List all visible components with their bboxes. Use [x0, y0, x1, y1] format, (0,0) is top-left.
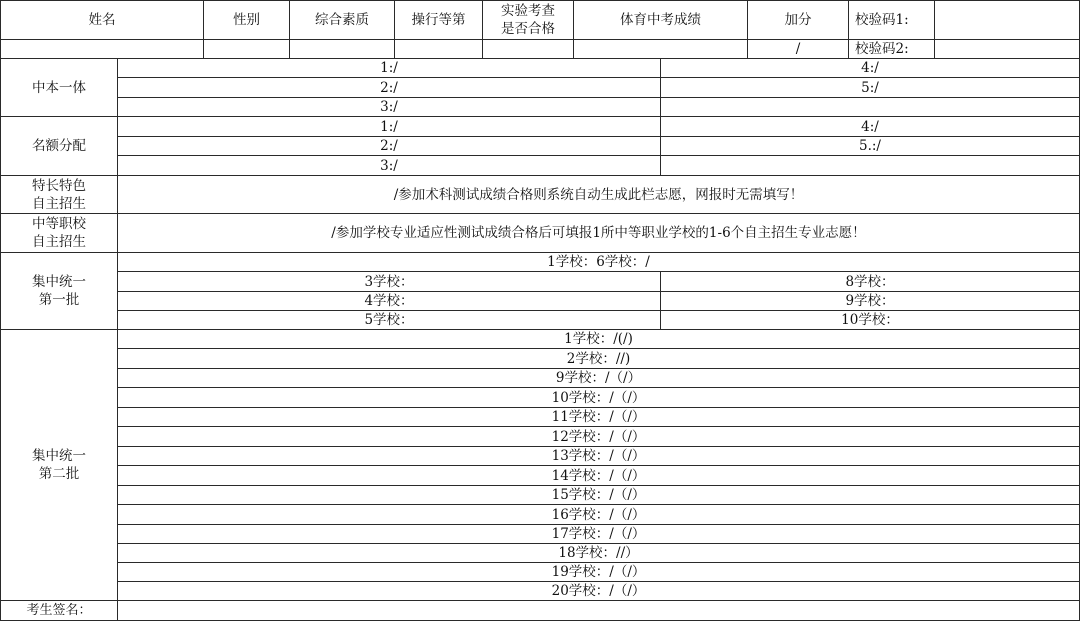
zhongben-choice-5[interactable]: 5:/ — [661, 78, 1080, 98]
section-label-quota: 名额分配 — [0, 117, 118, 176]
batch2-row[interactable]: 10学校：/（/） — [118, 388, 1080, 408]
batch2-row[interactable]: 2学校：//) — [118, 349, 1080, 369]
zhongben-choice-empty[interactable] — [661, 98, 1080, 117]
header-gender: 性别 — [204, 0, 290, 40]
check-code-1-value[interactable] — [935, 0, 1080, 40]
batch2-row[interactable]: 19学校：/（/） — [118, 563, 1080, 582]
batch1-school-3[interactable]: 3学校： — [118, 272, 661, 292]
special-admission-note: /参加术科测试成绩合格则系统自动生成此栏志愿，网报时无需填写！ — [118, 176, 1080, 214]
section-label-batch1: 集中统一 第一批 — [0, 253, 118, 330]
quota-choice-2[interactable]: 2:/ — [118, 137, 661, 156]
header-name: 姓名 — [0, 0, 204, 40]
vocational-admission-note: /参加学校专业适应性测试成绩合格后可填报1所中等职业学校的1-6个自主招生专业志愿！ — [118, 214, 1080, 253]
zhongben-choice-3[interactable]: 3:/ — [118, 98, 661, 117]
batch2-row[interactable]: 16学校：/（/） — [118, 505, 1080, 525]
batch1-school-4[interactable]: 4学校： — [118, 292, 661, 311]
check-code-1-label: 校验码1: — [849, 0, 935, 40]
pe-score-value[interactable] — [574, 40, 748, 59]
bonus-value[interactable]: / — [748, 40, 849, 59]
quota-choice-4[interactable]: 4:/ — [661, 117, 1080, 137]
batch2-row[interactable]: 15学校：/（/） — [118, 486, 1080, 505]
signature-label: 考生签名： — [0, 601, 118, 621]
header-lab-exam: 实验考查 是否合格 — [483, 0, 574, 40]
check-code-2-value[interactable] — [935, 40, 1080, 59]
batch2-row[interactable]: 11学校：/（/） — [118, 408, 1080, 427]
batch2-row[interactable]: 1学校：/(/) — [118, 330, 1080, 349]
name-value[interactable] — [0, 40, 204, 59]
batch1-school-9[interactable]: 9学校： — [661, 292, 1080, 311]
quota-choice-3[interactable]: 3:/ — [118, 156, 661, 176]
batch2-row[interactable]: 17学校：/（/） — [118, 525, 1080, 544]
batch1-row-1[interactable]: 1学校：6学校：/ — [118, 253, 1080, 272]
conduct-value[interactable] — [395, 40, 483, 59]
batch1-school-5[interactable]: 5学校： — [118, 311, 661, 330]
zhongben-choice-4[interactable]: 4:/ — [661, 59, 1080, 78]
zhongben-choice-1[interactable]: 1:/ — [118, 59, 661, 78]
batch2-row[interactable]: 13学校：/（/） — [118, 447, 1080, 466]
section-label-zhongben: 中本一体 — [0, 59, 118, 117]
section-label-vocational: 中等职校 自主招生 — [0, 214, 118, 253]
batch2-row[interactable]: 12学校：/（/） — [118, 427, 1080, 447]
lab-exam-value[interactable] — [483, 40, 574, 59]
check-code-2-label: 校验码2: — [849, 40, 935, 59]
zhongben-choice-2[interactable]: 2:/ — [118, 78, 661, 98]
gender-value[interactable] — [204, 40, 290, 59]
batch1-school-10[interactable]: 10学校： — [661, 311, 1080, 330]
batch1-school-8[interactable]: 8学校： — [661, 272, 1080, 292]
header-bonus: 加分 — [748, 0, 849, 40]
quota-choice-empty[interactable] — [661, 156, 1080, 176]
batch2-row[interactable]: 18学校：//） — [118, 544, 1080, 563]
header-pe-score: 体育中考成绩 — [574, 0, 748, 40]
header-conduct: 操行等第 — [395, 0, 483, 40]
batch2-row[interactable]: 14学校：/（/） — [118, 466, 1080, 486]
quality-value[interactable] — [290, 40, 395, 59]
header-quality: 综合素质 — [290, 0, 395, 40]
batch2-row[interactable]: 9学校：/（/） — [118, 369, 1080, 388]
section-label-batch2: 集中统一 第二批 — [0, 330, 118, 601]
section-label-special: 特长特色 自主招生 — [0, 176, 118, 214]
batch2-row[interactable]: 20学校：/（/） — [118, 582, 1080, 601]
signature-field[interactable] — [118, 601, 1080, 621]
quota-choice-5[interactable]: 5.:/ — [661, 137, 1080, 156]
quota-choice-1[interactable]: 1:/ — [118, 117, 661, 137]
